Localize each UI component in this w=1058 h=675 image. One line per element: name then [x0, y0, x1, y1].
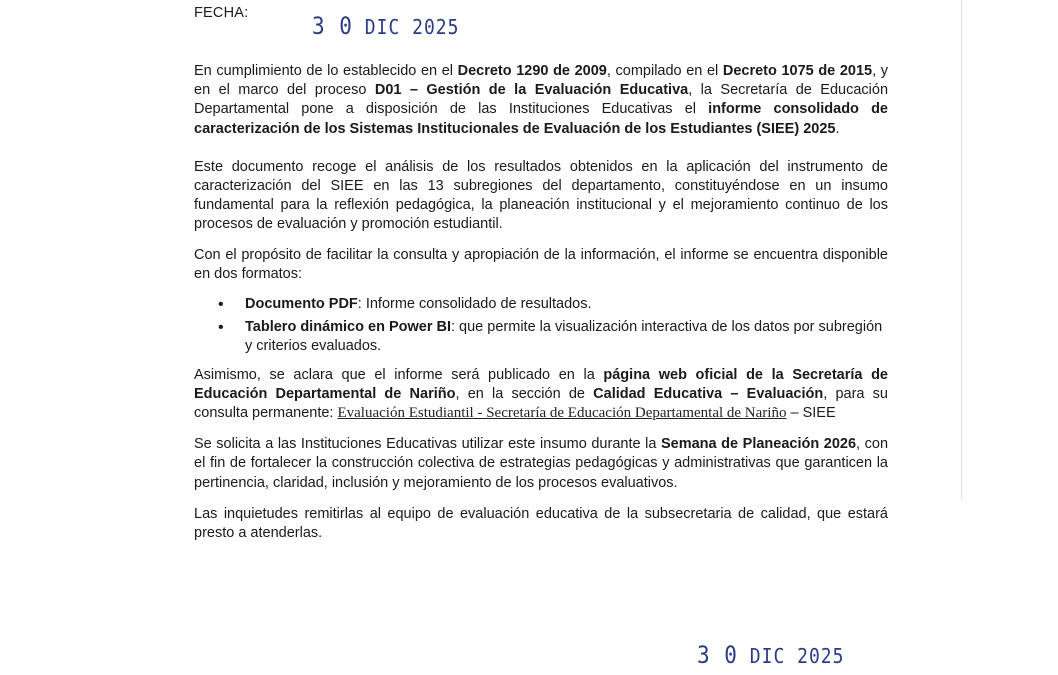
date-stamp-top	[312, 12, 459, 40]
list-item	[245, 295, 888, 314]
paragraph-publication	[194, 366, 888, 424]
p1-text-5: .	[835, 120, 840, 137]
siee-link[interactable]: Evaluación Estudiantil - Secretaría de Educación Departamental de Nariño	[337, 405, 787, 422]
date-stamp-bottom	[697, 641, 844, 669]
scan-edge-line	[961, 0, 962, 500]
format-powerbi-title: Tablero dinámico en Power BI	[245, 319, 451, 336]
date-stamp-bottom-day: 3 0	[697, 641, 738, 669]
p1-text-3: , y en el marco del proceso	[194, 63, 889, 99]
p5-text-1: Se solicita a las Instituciones Educativas utilizar este insumo durante la	[194, 436, 661, 453]
p1-bold-process: D01 – Gestión de la Evaluación Educativa	[374, 82, 689, 99]
formats-list	[194, 295, 888, 357]
paragraph-formats-intro: Con el propósito de facilitar la consulta y apropiación de la información, el informe se encuentra disponible en dos formatos:	[194, 246, 888, 282]
p4-text-4: – SIEE	[786, 405, 836, 422]
list-item	[245, 318, 888, 356]
date-stamp-top-month-year: DIC 2025	[364, 15, 460, 40]
paragraph-request	[194, 435, 888, 493]
p1-bold-report: informe consolidado de caracterización de los Sistemas Institucionales de Evaluación de los Estudiantes (SIEE) 2025	[194, 101, 888, 137]
fecha-label: FECHA:	[194, 5, 249, 21]
p5-bold-week: Semana de Planeación 2026	[660, 436, 857, 453]
p4-bold-website: página web oficial de la Secretaría de Educación Departamental de Nariño	[194, 366, 889, 402]
p1-text-4: , la Secretaría de Educación Departamental pone a disposición de las Instituciones Educativas el	[194, 82, 889, 118]
p1-bold-decree-1075: Decreto 1075 de 2015	[722, 63, 873, 79]
format-pdf-title: Documento PDF	[245, 296, 358, 313]
p4-text-2: , en la sección de	[455, 385, 594, 402]
p4-text-3: , para su consulta permanente:	[194, 385, 888, 422]
p4-bold-section: Calidad Educativa – Evaluación	[593, 385, 824, 402]
p5-text-2: , con el fin de fortalecer la construcción colectiva de estrategias pedagógicas y administrativas que garanticen la pertinencia, claridad, inclusión y mejoramiento de los procesos evaluativos.	[194, 436, 889, 491]
date-stamp-bottom-month-year: DIC 2025	[749, 644, 845, 669]
paragraph-analysis: Este documento recoge el análisis de los resultados obtenidos en la aplicación del instrumento de caracterización del SIEE en las 13 subregiones del departamento, constituyéndose en un insumo fundamental para la reflexión pedagógica, la planeación institucional y el mejoramiento continuo de los procesos de evaluación y promoción estudiantil.	[194, 158, 888, 233]
date-stamp-top-day: 3 0	[312, 12, 353, 40]
paragraph-closing: Las inquietudes remitirlas al equipo de evaluación educativa de la subsecretaria de calidad, que estará presto a atenderlas.	[194, 505, 888, 542]
p1-bold-decree-1290: Decreto 1290 de 2009	[457, 63, 607, 79]
p4-text-1: Asimismo, se aclara que el informe será publicado en la	[194, 366, 604, 383]
p1-text-2: , compilado en el	[606, 63, 723, 79]
format-powerbi-desc: : que permite la visualización interactiva de los datos por subregión y criterios evaluados.	[245, 319, 883, 355]
paragraph-decree	[194, 62, 888, 139]
p1-text-1: En cumplimiento de lo establecido en el	[194, 63, 458, 79]
format-pdf-desc: : Informe consolidado de resultados.	[357, 296, 592, 313]
letter-body	[194, 62, 888, 543]
